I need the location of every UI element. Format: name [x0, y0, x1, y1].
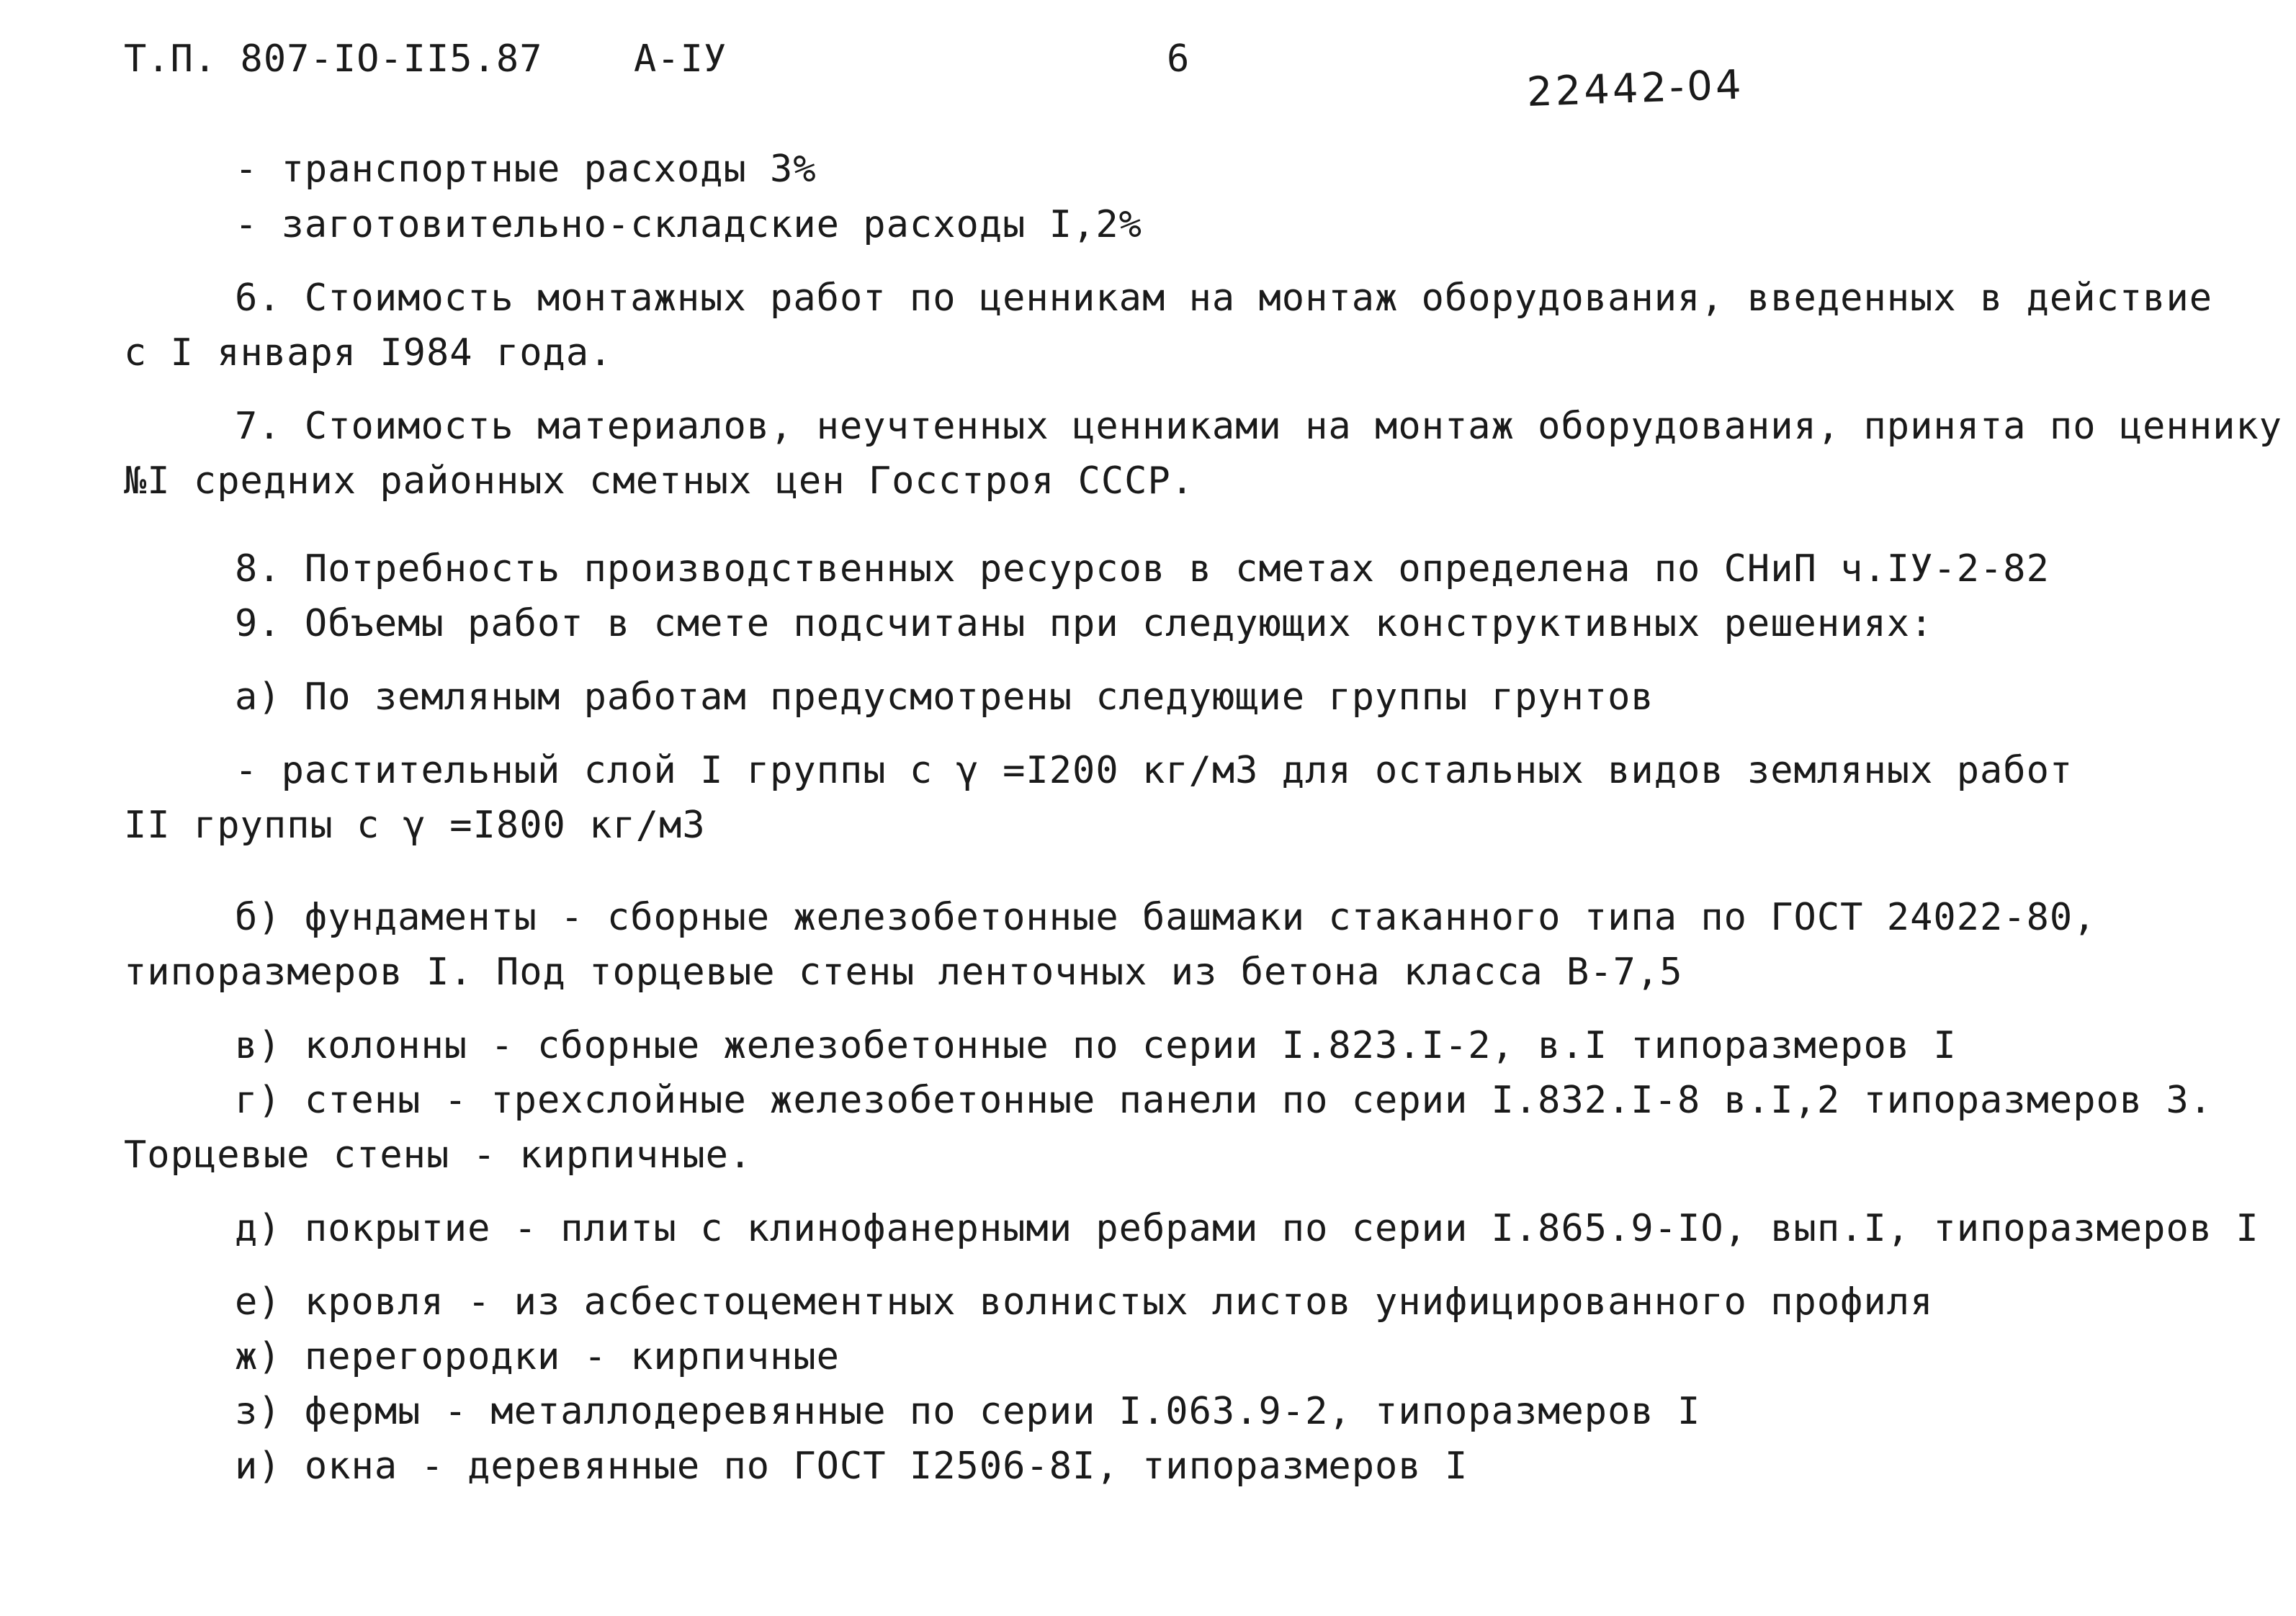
doc-code: Т.П. 807-IO-II5.87	[124, 37, 543, 81]
para-8: 8. Потребность производственных ресурсов в сметах определена по СНиП ч.IУ-2-82	[235, 547, 2050, 591]
para-g-line-2: Торцевые стены - кирпичные.	[124, 1134, 753, 1177]
para-a-soil-line-1: - растительный слой I группы с γ =I200 кг/м3 для остальных видов земляных работ	[235, 749, 2073, 792]
para-7-line-1: 7. Стоимость материалов, неучтенных ценниками на монтаж оборудования, принята по ценнику	[235, 405, 2282, 448]
para-9: 9. Объемы работ в смете подсчитаны при следующих конструктивных решениях:	[235, 602, 1934, 645]
para-zh: ж) перегородки - кирпичные	[235, 1335, 840, 1378]
para-a: а) По земляным работам предусмотрены следующие группы грунтов	[235, 675, 1654, 719]
para-6-line-1: 6. Стоимость монтажных работ по ценникам на монтаж оборудования, введенных в действие	[235, 277, 2213, 320]
para-b-line-2: типоразмеров I. Под торцевые стены ленточных из бетона класса В-7,5	[124, 951, 1683, 994]
para-e: е) кровля - из асбестоцементных волнистых листов унифицированного профиля	[235, 1280, 1934, 1324]
handwritten-stamp-number: 22442-04	[1525, 61, 1745, 116]
para-g-line-1: г) стены - трехслойные железобетонные панели по серии I.832.I-8 в.I,2 типоразмеров 3.	[235, 1079, 2213, 1122]
para-i: и) окна - деревянные по ГОСТ I2506-8I, типоразмеров I	[235, 1445, 1468, 1488]
para-7-line-2: №I средних районных сметных цен Госстроя СССР.	[124, 459, 1195, 503]
para-b-line-1: б) фундаменты - сборные железобетонные башмаки стаканного типа по ГОСТ 24022-80,	[235, 896, 2097, 939]
para-z: з) фермы - металлодеревянные по серии I.063.9-2, типоразмеров I	[235, 1390, 1701, 1433]
para-v: в) колонны - сборные железобетонные по серии I.823.I-2, в.I типоразмеров I	[235, 1024, 1957, 1067]
para-d: д) покрытие - плиты с клинофанерными ребрами по серии I.865.9-IO, вып.I, типоразмеров I	[235, 1207, 2259, 1250]
para-a-soil-line-2: II группы с γ =I800 кг/м3	[124, 804, 706, 847]
album-number: А-IУ	[634, 37, 727, 81]
para-6-line-2: с I января I984 года.	[124, 331, 613, 374]
line-transport-costs: - транспортные расходы 3%	[235, 148, 817, 191]
line-storage-costs: - заготовительно-складские расходы I,2%	[235, 203, 1142, 246]
page-number: 6	[1167, 37, 1190, 81]
